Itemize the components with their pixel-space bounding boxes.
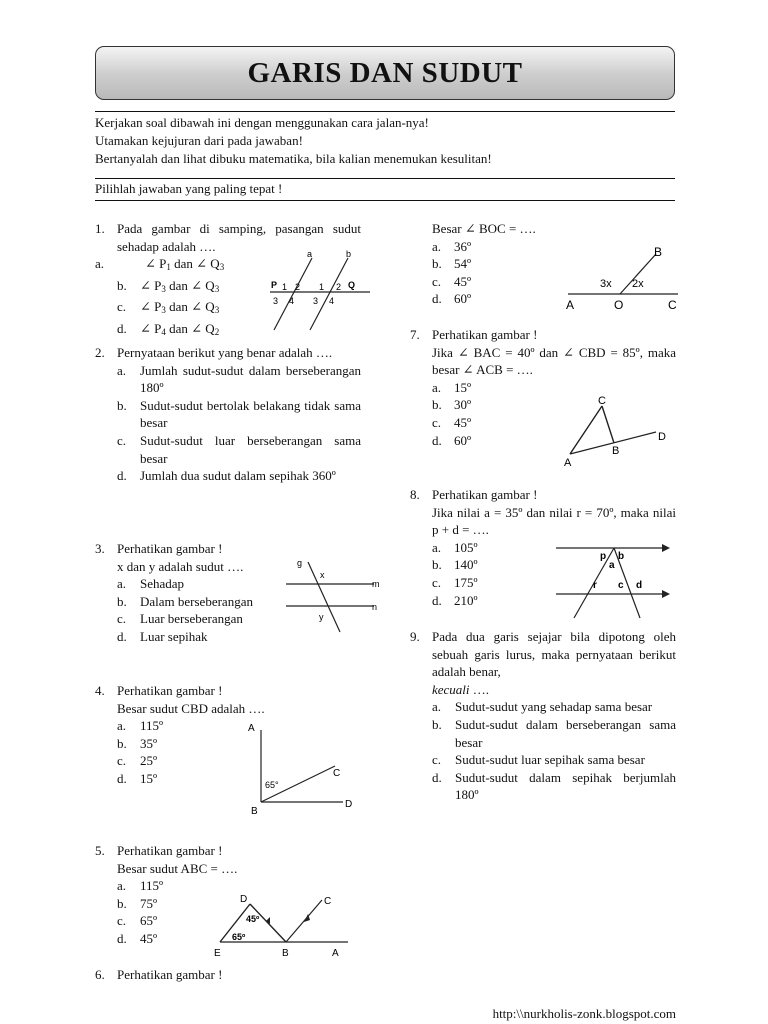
question-stem: Jika ∠ BAC = 40º dan ∠ CBD = 85º, maka besar ∠ ACB = …. — [432, 344, 676, 378]
divider — [95, 111, 675, 112]
option-text: 105º — [454, 539, 478, 555]
figure-q1 — [262, 246, 372, 332]
question-stem: Besar sudut CBD adalah …. — [117, 700, 265, 716]
figure-q8 — [550, 538, 680, 622]
label-A: A — [566, 298, 575, 312]
label-P: P — [271, 280, 278, 290]
option-d[interactable]: d. Jumlah dua sudut dalam sepihak 360º — [117, 468, 336, 484]
option-c[interactable]: c. Sudut-sudut luar sepihak sama besar — [432, 752, 645, 768]
label-D: D — [658, 431, 666, 443]
label-b: b — [346, 249, 352, 259]
svg-text:1: 1 — [319, 282, 325, 292]
option-text: ∠ $P_3$ dan ∠ $Q_3$ — [140, 299, 220, 316]
option-d[interactable]: d. 15º — [117, 770, 158, 786]
label-C: C — [333, 768, 341, 779]
question-stem: Pada gambar di samping, pasangan sudut sehadap adalah …. — [117, 221, 361, 254]
question-stem: x dan y adalah sudut …. — [117, 558, 244, 574]
angle-label: 65° — [265, 780, 279, 790]
question-stem: Perhatikan gambar ! — [117, 967, 223, 982]
option-text: Jumlah dua sudut dalam sepihak 360º — [140, 468, 336, 484]
figure-q4 — [245, 718, 365, 818]
label-B: B — [251, 806, 258, 817]
option-b[interactable]: b. 30º — [432, 397, 472, 413]
svg-text:4: 4 — [329, 296, 335, 306]
option-c[interactable]: c. 65º — [117, 913, 158, 929]
svg-text:1: 1 — [282, 282, 288, 292]
option-b[interactable]: b. 75º — [117, 895, 158, 911]
option-text: 115º — [140, 718, 164, 734]
option-a[interactable]: a. Sehadap — [117, 576, 185, 592]
option-text: ∠ $P_4$ dan ∠ $Q_2$ — [140, 320, 220, 337]
option-letter: b. — [117, 277, 127, 293]
svg-text:2: 2 — [336, 282, 342, 292]
label-E: E — [214, 948, 221, 959]
question-number: 4. — [95, 683, 105, 698]
question-stem: Pernyataan berikut yang benar adalah …. — [117, 345, 333, 360]
divider — [95, 178, 675, 179]
question-6 — [95, 966, 361, 984]
question-number: 9. — [410, 629, 420, 644]
label-x: x — [320, 570, 325, 580]
option-text: 140º — [454, 557, 478, 573]
question-stem: Perhatikan gambar ! — [117, 683, 223, 698]
option-c[interactable]: c. Sudut-sudut luar berseberangan sama besar — [117, 432, 361, 466]
option-text: 210º — [454, 592, 478, 608]
label-C: C — [324, 896, 332, 907]
option-d[interactable]: d. 210º — [432, 592, 478, 608]
question-stem: Pada dua garis sejajar bila dipotong oleh sebuah garis lurus, maka pernyataan berikut adalah benar, kecuali …. — [432, 629, 676, 697]
option-text: 25º — [140, 753, 158, 769]
question-number: 8. — [410, 487, 420, 502]
option-text: Jumlah sudut-sudut dalam berseberangan 180º — [140, 362, 361, 396]
option-a[interactable]: a. Sudut-sudut yang sehadap sama besar — [432, 699, 653, 715]
svg-text:3: 3 — [273, 296, 279, 306]
label-A: A — [332, 948, 339, 959]
option-letter: c. — [117, 299, 127, 315]
option-text: Luar berseberangan — [140, 611, 243, 627]
footer-url[interactable]: http:\\nurkholis-zonk.blogspot.com — [492, 1006, 676, 1021]
figure-q3 — [282, 554, 382, 636]
svg-text:4: 4 — [289, 296, 295, 306]
svg-text:3: 3 — [313, 296, 319, 306]
option-a[interactable]: a. 15º — [432, 379, 472, 395]
instruction: Pilihlah jawaban yang paling tepat ! — [95, 181, 283, 196]
question-2 — [95, 344, 361, 485]
option-letter: a. — [95, 256, 105, 272]
page-title: GARIS DAN SUDUT — [247, 56, 523, 89]
angle-label: 3x — [600, 278, 612, 290]
option-text: 45º — [140, 930, 158, 946]
label-r: r — [593, 580, 597, 591]
label-d: d — [636, 580, 643, 591]
angle-label: 2x — [632, 278, 644, 290]
option-text: Sudut-sudut luar sepihak sama besar — [455, 752, 645, 768]
option-a[interactable]: a. 115º — [117, 878, 164, 894]
figure-q7 — [558, 390, 678, 470]
option-text: Sehadap — [140, 576, 185, 592]
option-text: 45º — [454, 273, 472, 289]
question-number: 3. — [95, 541, 105, 556]
angle-label: 65º — [232, 932, 246, 942]
label-A: A — [564, 457, 572, 469]
option-d[interactable]: d. Luar sepihak — [117, 628, 208, 644]
label-A: A — [248, 723, 255, 734]
option-text: Sudut-sudut bertolak belakang tidak sama besar — [140, 397, 361, 431]
question-number: 2. — [95, 345, 105, 360]
option-text: 15º — [140, 770, 158, 786]
question-6-continued — [410, 220, 550, 308]
intro-block — [95, 114, 492, 168]
question-stem: Besar ∠ BOC = …. — [432, 221, 536, 236]
label-B: B — [612, 445, 620, 457]
option-a[interactable]: a. Jumlah sudut-sudut dalam berseberangan 180º — [117, 362, 361, 396]
question-stem: Perhatikan gambar ! — [117, 843, 223, 858]
option-b[interactable]: b. 54º — [432, 256, 472, 272]
option-a[interactable]: a. 115º — [117, 718, 164, 734]
option-c[interactable]: c. 175º — [432, 574, 478, 590]
option-text: 15º — [454, 379, 472, 395]
angle-label: 45º — [246, 914, 260, 924]
question-number: 5. — [95, 843, 105, 858]
option-b[interactable]: b. Sudut-sudut dalam berseberangan sama besar — [432, 716, 676, 750]
option-d[interactable]: d. 60º — [432, 291, 472, 307]
question-stem: Perhatikan gambar ! — [117, 541, 223, 556]
intro-line: Kerjakan soal dibawah ini dengan menggunakan cara jalan-nya! — [95, 115, 429, 130]
option-text: 65º — [140, 913, 158, 929]
option-b[interactable]: b. Sudut-sudut bertolak belakang tidak sama besar — [117, 397, 361, 431]
option-a[interactable]: a. 105º — [432, 539, 478, 555]
option-text: 115º — [140, 878, 164, 894]
label-D: D — [240, 894, 248, 905]
label-B: B — [282, 948, 289, 959]
label-B: B — [654, 245, 663, 259]
intro-line: Utamakan kejujuran dari pada jawaban! — [95, 133, 303, 148]
label-y: y — [319, 612, 324, 622]
label-a: a — [609, 560, 615, 571]
option-d[interactable]: d. 45º — [117, 930, 158, 946]
option-letter: d. — [117, 320, 127, 336]
figure-q6 — [562, 242, 684, 312]
question-stem: Perhatikan gambar ! — [432, 487, 538, 502]
label-O: O — [614, 298, 624, 312]
question-number: 1. — [95, 221, 105, 236]
label-a: a — [307, 249, 313, 259]
figure-q5 — [208, 890, 358, 962]
label-C: C — [668, 298, 677, 312]
option-text: Sudut-sudut dalam berseberangan sama besar — [455, 716, 676, 750]
option-c[interactable]: c. 25º — [117, 753, 158, 769]
intro-line: Bertanyalah dan lihat dibuku matematika, bila kalian menemukan kesulitan! — [95, 151, 492, 166]
option-d[interactable]: d. 60º — [432, 432, 472, 448]
question-number: 6. — [95, 967, 105, 982]
option-c[interactable]: c. Luar berseberangan — [117, 611, 243, 627]
option-d[interactable]: d. Sudut-sudut dalam sepihak berjumlah 180º — [432, 769, 676, 803]
option-text: 75º — [140, 895, 158, 911]
option-text: ∠ $P_1$ dan ∠ $Q_3$ — [145, 256, 225, 273]
option-text: Dalam berseberangan — [140, 593, 253, 609]
label-D: D — [345, 799, 353, 810]
option-text: ∠ $P_3$ dan ∠ $Q_3$ — [140, 277, 220, 294]
divider — [95, 200, 675, 201]
option-b[interactable]: b. 35º — [117, 735, 158, 751]
option-text: 175º — [454, 574, 478, 590]
option-text: 36º — [454, 238, 472, 254]
question-stem: Perhatikan gambar ! — [432, 327, 538, 342]
label-n: n — [372, 602, 378, 612]
option-text: 60º — [454, 432, 472, 448]
option-text: Sudut-sudut luar berseberangan sama besar — [140, 432, 361, 466]
label-p: p — [600, 551, 607, 562]
label-g: g — [297, 558, 303, 568]
question-9 — [410, 628, 676, 804]
label-c: c — [618, 580, 624, 591]
option-text: Sudut-sudut dalam sepihak berjumlah 180º — [455, 769, 676, 803]
question-stem: Besar sudut ABC = …. — [117, 860, 238, 876]
option-a[interactable]: a. 36º — [432, 238, 472, 254]
option-c[interactable]: c. 45º — [432, 273, 472, 289]
svg-text:2: 2 — [295, 282, 301, 292]
option-text: Sudut-sudut yang sehadap sama besar — [455, 699, 653, 715]
label-C: C — [598, 395, 606, 407]
label-Q: Q — [348, 280, 356, 290]
option-text: 60º — [454, 291, 472, 307]
option-c[interactable]: c. 45º — [432, 414, 472, 430]
label-m: m — [372, 579, 380, 589]
question-3 — [95, 540, 285, 646]
label-b: b — [618, 551, 625, 562]
question-stem: Jika nilai a = 35º dan nilai r = 70º, maka nilai p + d = …. — [432, 504, 676, 538]
option-text: 30º — [454, 397, 472, 413]
title-banner — [95, 46, 675, 100]
emphasis: kecuali — [432, 681, 470, 697]
option-text: 54º — [454, 256, 472, 272]
option-b[interactable]: b. Dalam berseberangan — [117, 593, 253, 609]
option-text: 35º — [140, 735, 158, 751]
option-b[interactable]: b. 140º — [432, 557, 478, 573]
question-4 — [95, 682, 265, 788]
option-text: 45º — [454, 414, 472, 430]
option-text: Luar sepihak — [140, 628, 208, 644]
question-number: 7. — [410, 327, 420, 342]
